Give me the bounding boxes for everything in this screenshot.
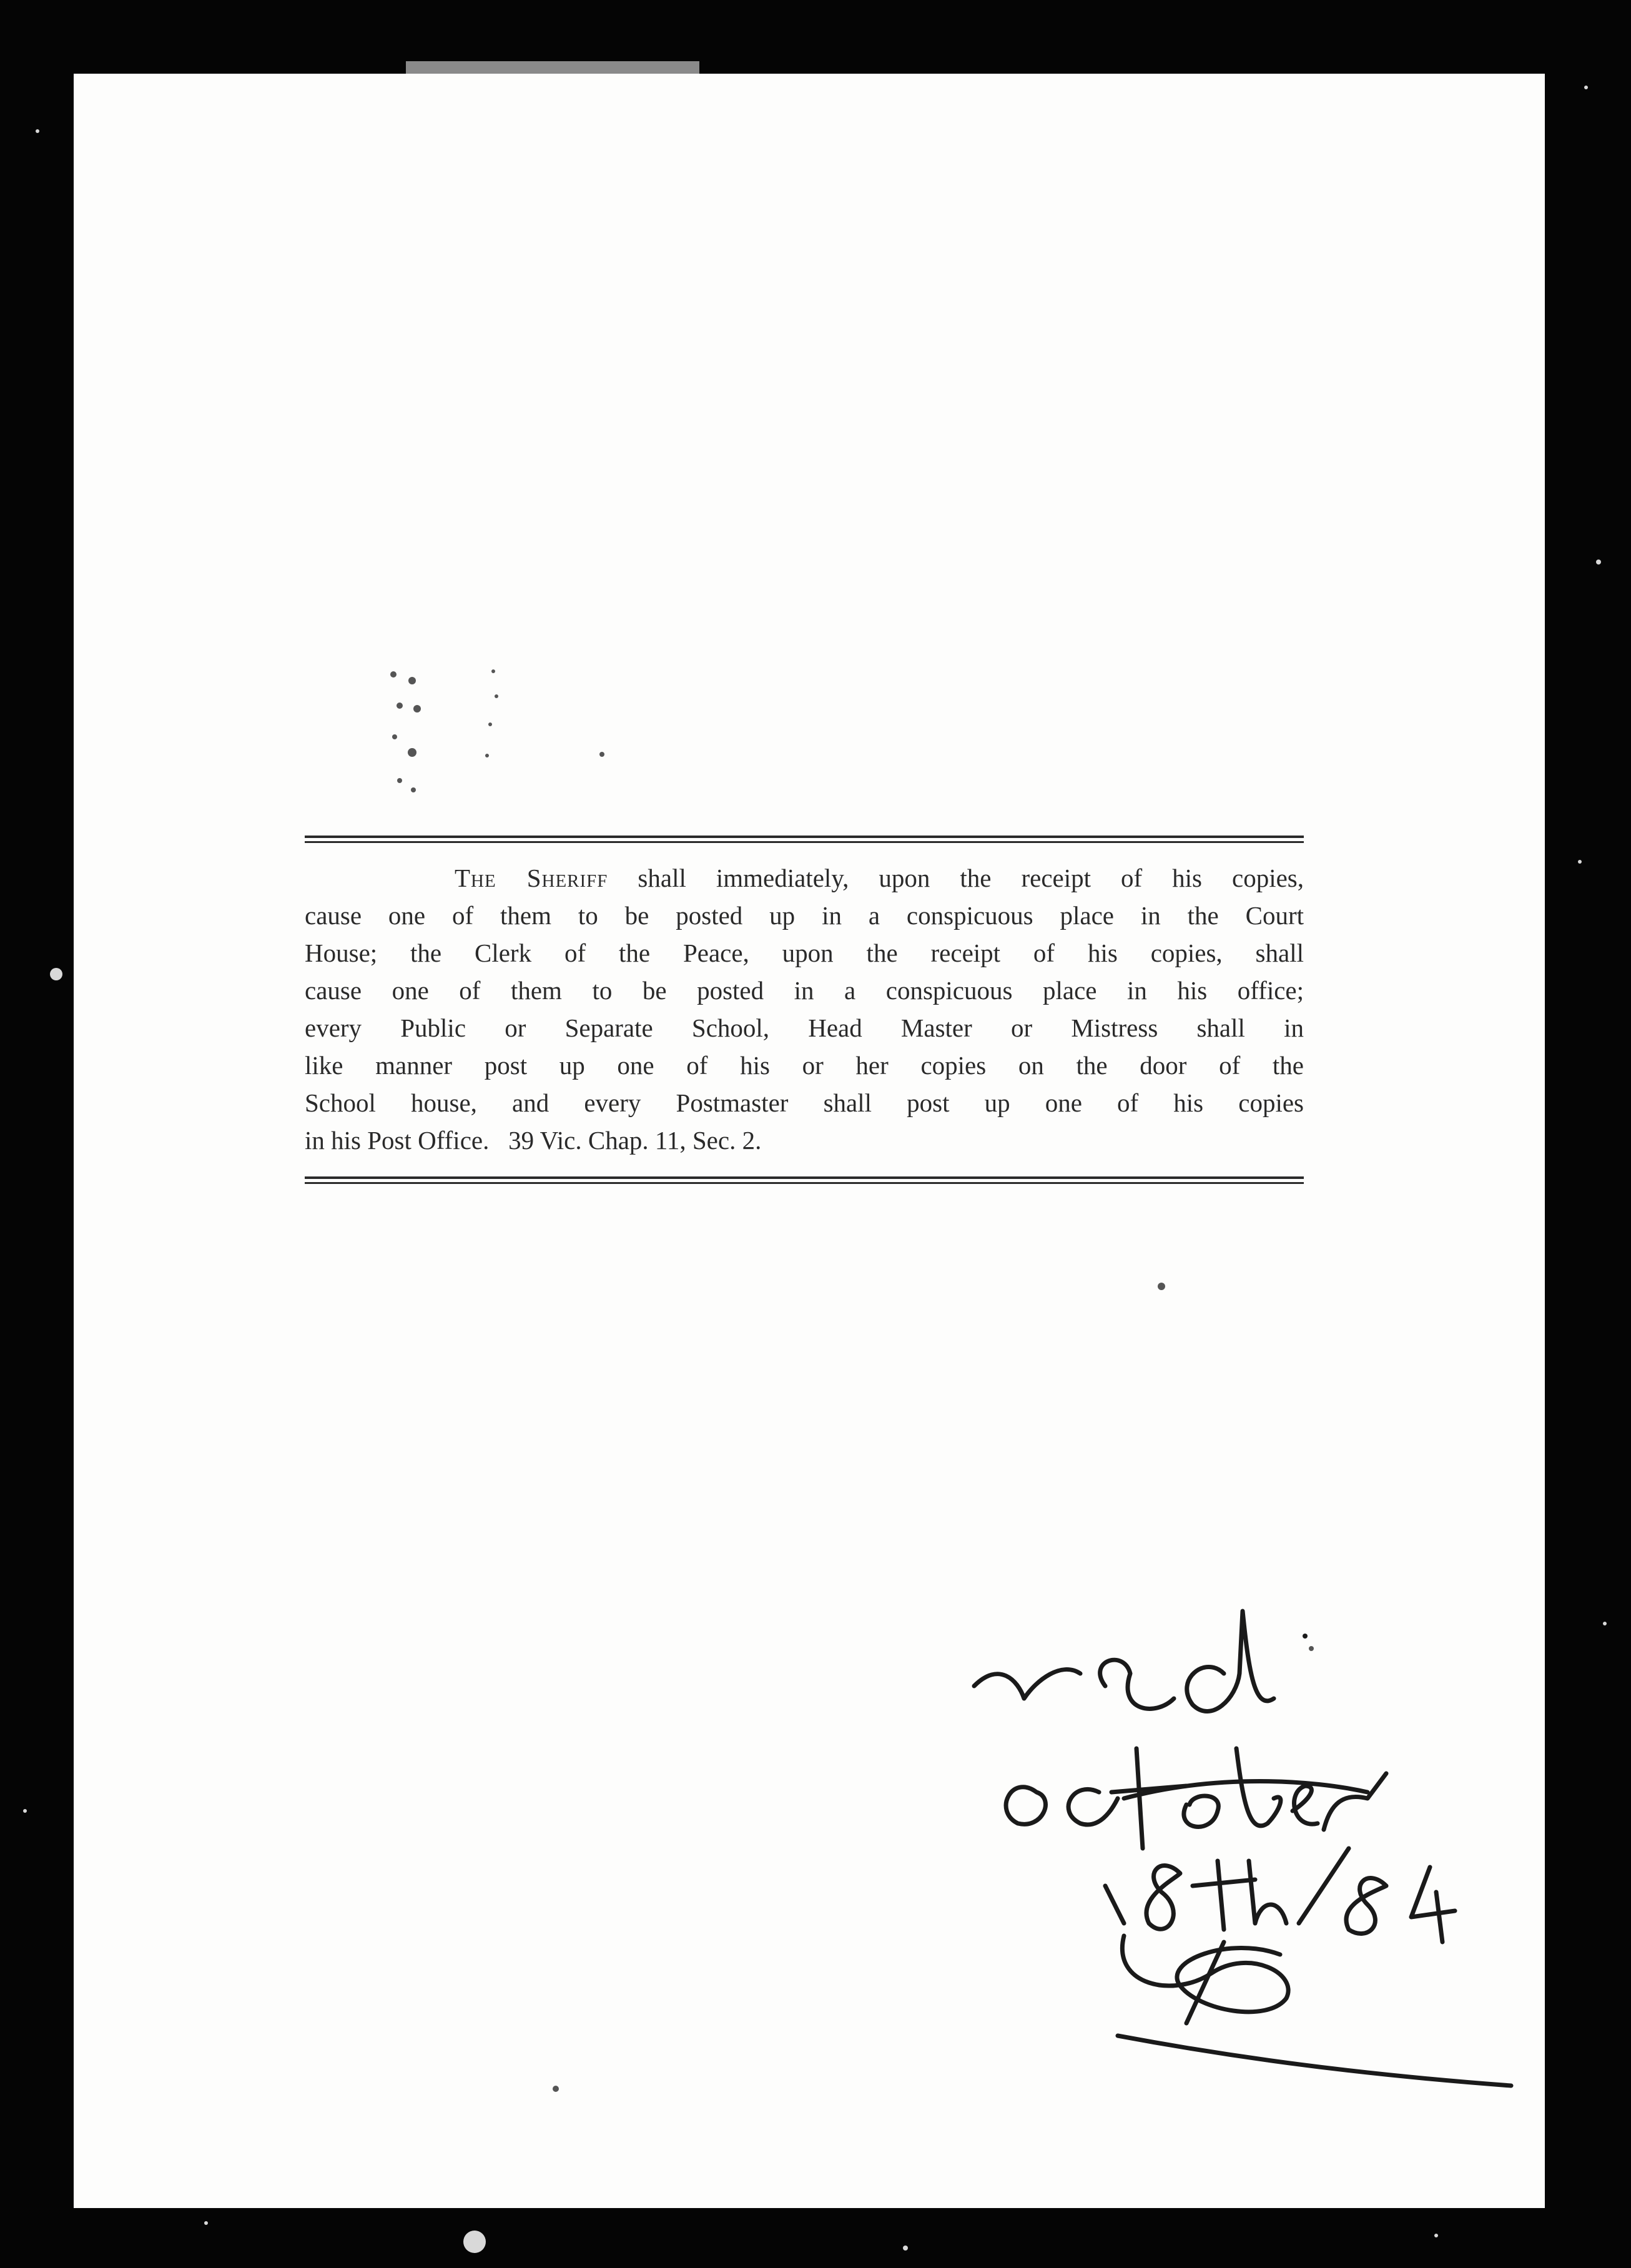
top-rule bbox=[305, 836, 1304, 843]
notice-line: School house, and every Postmaster shall post up one of his copies bbox=[305, 1088, 1304, 1117]
notice-lead: The Sheriff bbox=[455, 864, 608, 892]
notice-line: like manner post up one of his or her copies on the door of the bbox=[305, 1051, 1304, 1080]
notice-line: cause one of them to be posted up in a conspicuous place in the Court bbox=[305, 901, 1304, 930]
notice-line: every Public or Separate School, Head Master or Mistress shall in bbox=[305, 1013, 1304, 1042]
notice-block bbox=[305, 836, 1304, 1184]
notice-line: in his Post Office. 39 Vic. Chap. 11, Sec. 2. bbox=[305, 1126, 762, 1155]
bottom-rule bbox=[305, 1176, 1304, 1184]
notice-line: The Sheriff shall immediately, upon the receipt of his copies, bbox=[455, 864, 1304, 892]
notice-line: cause one of them to be posted in a conspicuous place in his office; bbox=[305, 976, 1304, 1005]
notice-paragraph bbox=[305, 859, 1304, 1159]
notice-line: House; the Clerk of the Peace, upon the receipt of his copies, shall bbox=[305, 939, 1304, 967]
